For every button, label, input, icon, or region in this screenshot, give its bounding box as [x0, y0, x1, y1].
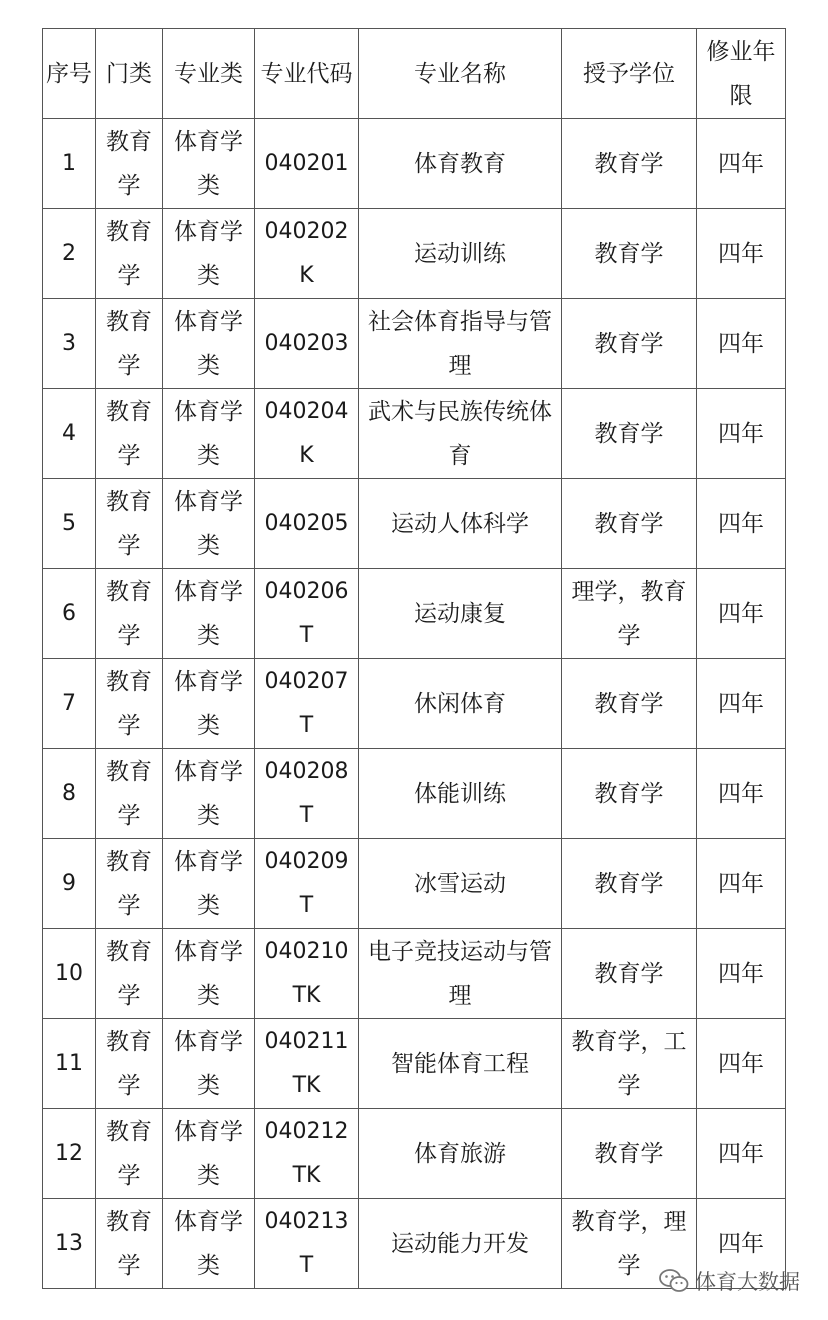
cell-degree: 教育学	[562, 389, 697, 479]
table-row	[43, 659, 786, 749]
cell-seq: 10	[43, 929, 96, 1019]
cell-seq: 11	[43, 1019, 96, 1109]
header-category: 门类	[96, 29, 163, 119]
cell-major-class: 体育学类	[163, 1019, 255, 1109]
cell-degree: 教育学，工学	[562, 1019, 697, 1109]
header-duration: 修业年限	[697, 29, 786, 119]
cell-seq: 5	[43, 479, 96, 569]
cell-major-code: 040205	[255, 479, 359, 569]
cell-degree: 教育学，理学	[562, 1199, 697, 1289]
table-row	[43, 479, 786, 569]
cell-major-code: 040203	[255, 299, 359, 389]
cell-major-code: 040209T	[255, 839, 359, 929]
cell-duration: 四年	[697, 569, 786, 659]
cell-duration: 四年	[697, 1199, 786, 1289]
majors-table	[42, 28, 786, 1289]
cell-seq: 2	[43, 209, 96, 299]
cell-duration: 四年	[697, 119, 786, 209]
cell-major-code: 040208T	[255, 749, 359, 839]
cell-major-class: 体育学类	[163, 479, 255, 569]
table-row	[43, 929, 786, 1019]
cell-major-code: 040211TK	[255, 1019, 359, 1109]
cell-seq: 8	[43, 749, 96, 839]
cell-major-code: 040206T	[255, 569, 359, 659]
cell-category: 教育学	[96, 1019, 163, 1109]
cell-major-code: 040204K	[255, 389, 359, 479]
cell-seq: 12	[43, 1109, 96, 1199]
cell-major-class: 体育学类	[163, 1109, 255, 1199]
cell-major-class: 体育学类	[163, 929, 255, 1019]
cell-degree: 教育学	[562, 209, 697, 299]
cell-duration: 四年	[697, 479, 786, 569]
cell-degree: 教育学	[562, 479, 697, 569]
cell-degree: 教育学	[562, 839, 697, 929]
cell-major-name: 体能训练	[359, 749, 562, 839]
cell-major-class: 体育学类	[163, 389, 255, 479]
cell-major-code: 040207T	[255, 659, 359, 749]
cell-major-class: 体育学类	[163, 299, 255, 389]
watermark	[659, 1266, 800, 1296]
cell-major-class: 体育学类	[163, 209, 255, 299]
wechat-icon	[659, 1268, 689, 1294]
cell-seq: 13	[43, 1199, 96, 1289]
cell-major-name: 智能体育工程	[359, 1019, 562, 1109]
cell-category: 教育学	[96, 929, 163, 1019]
header-degree: 授予学位	[562, 29, 697, 119]
table-row	[43, 119, 786, 209]
cell-degree: 教育学	[562, 749, 697, 839]
cell-duration: 四年	[697, 929, 786, 1019]
table-row	[43, 1019, 786, 1109]
header-major-name: 专业名称	[359, 29, 562, 119]
table-row	[43, 839, 786, 929]
cell-degree: 教育学	[562, 1109, 697, 1199]
cell-major-class: 体育学类	[163, 119, 255, 209]
cell-category: 教育学	[96, 659, 163, 749]
header-seq: 序号	[43, 29, 96, 119]
cell-seq: 1	[43, 119, 96, 209]
cell-category: 教育学	[96, 209, 163, 299]
cell-degree: 教育学	[562, 299, 697, 389]
cell-major-class: 体育学类	[163, 749, 255, 839]
cell-major-name: 冰雪运动	[359, 839, 562, 929]
cell-duration: 四年	[697, 1019, 786, 1109]
cell-degree: 教育学	[562, 119, 697, 209]
cell-category: 教育学	[96, 299, 163, 389]
cell-major-class: 体育学类	[163, 1199, 255, 1289]
cell-major-name: 社会体育指导与管理	[359, 299, 562, 389]
table-row	[43, 1109, 786, 1199]
cell-major-code: 040202K	[255, 209, 359, 299]
cell-seq: 4	[43, 389, 96, 479]
cell-category: 教育学	[96, 389, 163, 479]
cell-major-name: 运动康复	[359, 569, 562, 659]
table-row	[43, 209, 786, 299]
cell-seq: 3	[43, 299, 96, 389]
table-header	[43, 29, 786, 119]
cell-major-name: 体育旅游	[359, 1109, 562, 1199]
cell-degree: 教育学	[562, 929, 697, 1019]
cell-major-class: 体育学类	[163, 659, 255, 749]
cell-seq: 9	[43, 839, 96, 929]
cell-category: 教育学	[96, 479, 163, 569]
cell-category: 教育学	[96, 1199, 163, 1289]
cell-category: 教育学	[96, 1109, 163, 1199]
cell-major-name: 体育教育	[359, 119, 562, 209]
header-row	[43, 29, 786, 119]
table-row	[43, 749, 786, 839]
cell-duration: 四年	[697, 659, 786, 749]
cell-degree: 教育学	[562, 659, 697, 749]
cell-major-code: 040212TK	[255, 1109, 359, 1199]
cell-major-code: 040201	[255, 119, 359, 209]
cell-category: 教育学	[96, 119, 163, 209]
cell-major-name: 运动人体科学	[359, 479, 562, 569]
cell-major-code: 040210TK	[255, 929, 359, 1019]
cell-duration: 四年	[697, 1109, 786, 1199]
cell-major-class: 体育学类	[163, 839, 255, 929]
cell-category: 教育学	[96, 569, 163, 659]
table-body	[43, 119, 786, 1289]
table-row	[43, 389, 786, 479]
cell-duration: 四年	[697, 209, 786, 299]
cell-major-name: 武术与民族传统体育	[359, 389, 562, 479]
cell-degree: 理学，教育学	[562, 569, 697, 659]
cell-seq: 6	[43, 569, 96, 659]
cell-major-name: 运动能力开发	[359, 1199, 562, 1289]
cell-duration: 四年	[697, 749, 786, 839]
cell-duration: 四年	[697, 389, 786, 479]
cell-duration: 四年	[697, 839, 786, 929]
cell-category: 教育学	[96, 749, 163, 839]
header-major-class: 专业类	[163, 29, 255, 119]
cell-category: 教育学	[96, 839, 163, 929]
cell-major-code: 040213T	[255, 1199, 359, 1289]
cell-major-name: 电子竞技运动与管理	[359, 929, 562, 1019]
cell-major-class: 体育学类	[163, 569, 255, 659]
table-row	[43, 569, 786, 659]
cell-seq: 7	[43, 659, 96, 749]
header-major-code: 专业代码	[255, 29, 359, 119]
cell-major-name: 休闲体育	[359, 659, 562, 749]
cell-major-name: 运动训练	[359, 209, 562, 299]
cell-duration: 四年	[697, 299, 786, 389]
watermark-text: 体育大数据	[695, 1270, 800, 1294]
table-row	[43, 299, 786, 389]
